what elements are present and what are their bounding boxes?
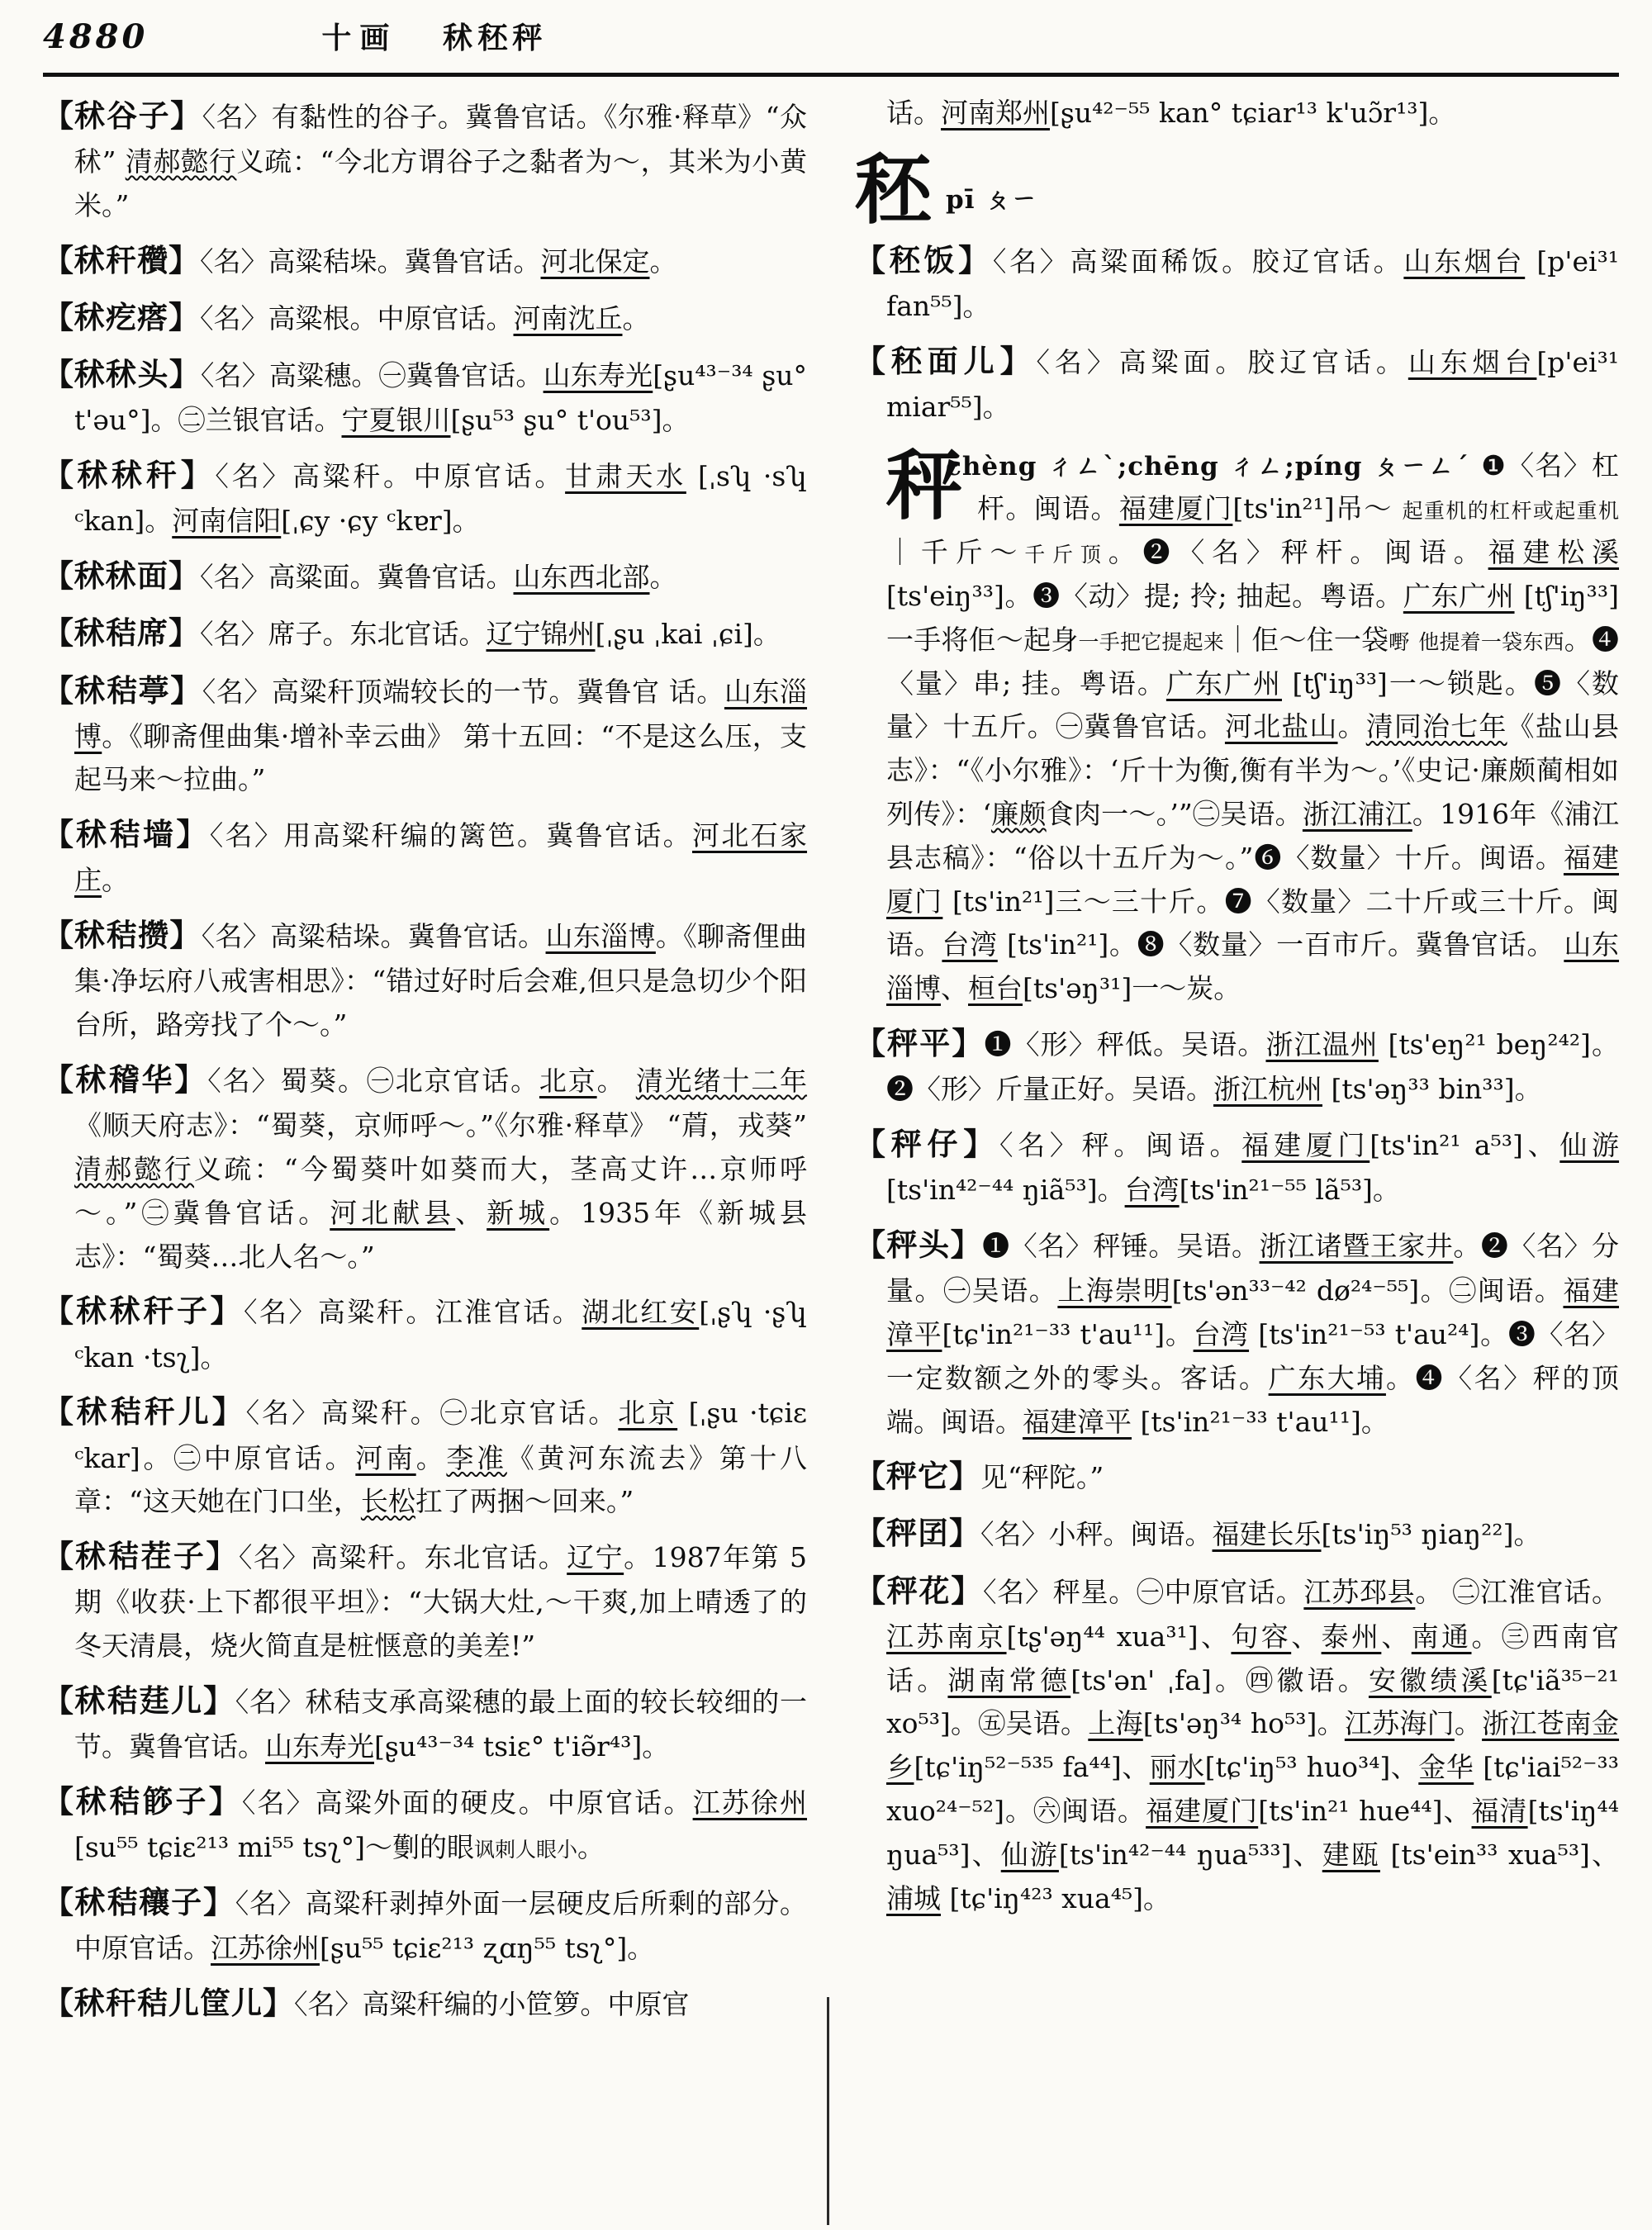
entry-秫秸席 bbox=[43, 609, 807, 657]
inline-gloss: 他提着一袋东西 bbox=[1418, 629, 1564, 654]
headword: 【 秫秸莛儿 】 bbox=[43, 1682, 235, 1719]
definition-text: 。 bbox=[1337, 710, 1366, 743]
place-name: 山东西北部 bbox=[513, 561, 650, 594]
definition-text: 〈名〉高粱秆剥掉外面一层硬皮后所剩的部分。中原官话。 bbox=[74, 1886, 808, 1965]
place-name: 福建厦门 bbox=[1241, 1128, 1370, 1161]
entry-秫稽华 bbox=[43, 1056, 807, 1279]
definition-text: 。1935年《新城县志》：“蜀葵…北人名～。” bbox=[74, 1196, 808, 1273]
entry-秤头 bbox=[855, 1221, 1619, 1444]
entry-秫秸篎子 bbox=[43, 1777, 807, 1870]
definition-text: 义疏：“今北方谓谷子之黏者为～，其米为小黄米。” bbox=[74, 145, 807, 221]
definition-text bbox=[1410, 624, 1419, 656]
definition-text: [ts'in²¹⁻⁵³ t'au²⁴]。❸〈名〉一定数额之外的零头。客话。 bbox=[886, 1317, 1620, 1394]
headword: 【 秫秫秆子 】 bbox=[43, 1293, 244, 1329]
definition-text: ❶〈名〉杠杆。闽语。 bbox=[977, 448, 1619, 525]
entry-秫秸葶 bbox=[43, 667, 807, 803]
entry-秫秫面 bbox=[43, 552, 807, 600]
place-name: 浙江诸暨王家井 bbox=[1259, 1229, 1454, 1262]
definition-text: [tɕ'iŋ⁵²⁻⁵³⁵ fa⁴⁴]、 bbox=[914, 1751, 1150, 1784]
place-name: 山东淄博 bbox=[545, 920, 656, 953]
entry-秫秆穳 bbox=[43, 236, 807, 285]
headword: 【 秫秸茬子 】 bbox=[43, 1538, 239, 1574]
definition-text: [ˌsʮ ·sʮ ᶜkan]。 bbox=[74, 460, 808, 538]
definition-text: 〈名〉小秤。闽语。 bbox=[980, 1518, 1213, 1551]
pronunciation: pī ㄆㄧ bbox=[946, 184, 1038, 215]
entry-秫秸攒 bbox=[43, 911, 807, 1047]
place-name: 湖北红安 bbox=[582, 1296, 700, 1329]
entry-秤平 bbox=[855, 1019, 1619, 1112]
entry-秫秆秸儿筐儿 bbox=[43, 1979, 807, 2028]
stroke-count-label: 十画 bbox=[321, 21, 398, 55]
place-name: 江苏徐州 bbox=[692, 1786, 808, 1819]
place-name: 广东广州 bbox=[1403, 579, 1515, 612]
place-name: 福建漳平 bbox=[1023, 1405, 1132, 1438]
headword: 【 秫秸席 】 bbox=[43, 614, 200, 651]
definition-text: [ts'iŋ⁵³ ŋiaŋ²²]。 bbox=[1321, 1518, 1541, 1551]
place-name: 江苏海门 bbox=[1344, 1707, 1455, 1740]
definition-text: ｜千斤～ bbox=[886, 536, 1025, 569]
place-name: 丽水 bbox=[1149, 1751, 1205, 1784]
definition-text: [tɕ'iŋ⁵³ huo³⁴]、 bbox=[1204, 1751, 1419, 1784]
place-name: 宁夏银川 bbox=[341, 404, 451, 437]
place-name: 河南 bbox=[355, 1441, 416, 1474]
definition-text: [ts'ən' ˌfa]。㊃徽语。 bbox=[1070, 1663, 1369, 1696]
definition-text: 。《聊斋俚曲集·净坛府八戒害相思》：“错过好时后会难,但只是急切少个阳台所，路旁找了个～。” bbox=[74, 920, 808, 1041]
place-name: 广东大埔 bbox=[1268, 1361, 1386, 1394]
definition-text: [ts'in²¹]吊～ bbox=[1232, 492, 1403, 525]
definition-text: ❶〈名〉秤锤。吴语。 bbox=[982, 1229, 1260, 1262]
place-name: 金华 bbox=[1418, 1751, 1474, 1784]
definition-text: 〈名〉高粱秆。江淮官话。 bbox=[243, 1296, 582, 1329]
definition-text: 、 bbox=[455, 1196, 487, 1229]
place-name: 台湾 bbox=[1193, 1317, 1250, 1350]
definition-text: [ts'ein³³ xua⁵³]、 bbox=[1379, 1838, 1620, 1871]
proper-name: 李准 bbox=[446, 1441, 507, 1474]
definition-text: [ˌʂu ˌkai ˌɕi]。 bbox=[595, 618, 781, 651]
section-characters: 秫秠秤 bbox=[443, 21, 548, 55]
definition-text: [tʃ'iŋ³³]一手将佢～起身 bbox=[886, 579, 1620, 656]
head-character: 秠 bbox=[855, 145, 932, 235]
headword: 【 秫秸秆儿 】 bbox=[43, 1393, 246, 1430]
definition-text: 〈名〉高粱秆顶端较长的一节。冀鲁官 话。 bbox=[202, 675, 724, 708]
definition-text: [tɕ'iŋ⁴²³ xua⁴⁵]。 bbox=[941, 1881, 1171, 1914]
place-name: 山东寿光 bbox=[265, 1730, 374, 1763]
place-name: 河北石家庄 bbox=[74, 819, 808, 897]
entry-秠饭 bbox=[855, 236, 1619, 329]
definition-text: 。 bbox=[649, 244, 677, 278]
definition-text: 〈名〉席子。东北官话。 bbox=[200, 618, 487, 651]
entry-秫秸墙 bbox=[43, 810, 807, 903]
definition-text: [ts'in²¹ a⁵³]、 bbox=[1370, 1128, 1560, 1161]
place-name: 河南郑州 bbox=[941, 97, 1050, 129]
definition-text: 、 bbox=[1291, 1620, 1322, 1653]
right-column bbox=[855, 88, 1619, 2036]
entry-秫秸莛儿 bbox=[43, 1677, 807, 1769]
place-name: 南通 bbox=[1411, 1620, 1472, 1653]
headword: 【 秫秫头 】 bbox=[43, 356, 201, 392]
definition-text: 《黄河东流去》第十八章：“这天她在门口坐， bbox=[74, 1441, 808, 1518]
place-name: 福建厦门 bbox=[886, 841, 1619, 918]
place-name: 句容 bbox=[1231, 1620, 1292, 1653]
definition-text: [ts'əŋ³³ bin³³]。 bbox=[1322, 1073, 1542, 1106]
page-header bbox=[43, 15, 1619, 68]
entry-秫秸茬子 bbox=[43, 1532, 807, 1668]
place-name: 台湾 bbox=[1124, 1174, 1180, 1207]
definition-text: 〈名〉高粱穗。㊀冀鲁官话。 bbox=[200, 359, 544, 392]
definition-text: [ʂu⁵⁵ tɕiɛ²¹³ ʐɑŋ⁵⁵ tsʅ°]。 bbox=[320, 1932, 655, 1965]
place-name: 台湾 bbox=[942, 928, 998, 961]
place-name: 山东烟台 bbox=[1403, 244, 1526, 278]
entry-秤它 bbox=[855, 1452, 1619, 1501]
definition-text: 。 ㊁江淮官话。 bbox=[1415, 1575, 1620, 1608]
character-entry-秠 bbox=[855, 145, 1619, 235]
header-rule bbox=[43, 73, 1619, 77]
place-name: 浙江浦江 bbox=[1302, 797, 1412, 830]
place-name: 浙江温州 bbox=[1265, 1027, 1379, 1060]
definition-text: [tɕ'iã³⁵⁻²¹ xo⁵³]。㊄吴语。 bbox=[886, 1663, 1620, 1740]
definition-text: [tɕ'iai⁵²⁻³³ xuo²⁴⁻⁵²]。㊅闽语。 bbox=[886, 1751, 1620, 1828]
definition-text: 〈名〉高粱根。中原官话。 bbox=[200, 301, 514, 334]
place-name: 甘肃天水 bbox=[565, 460, 686, 493]
definition-text: [ʂu⁵³ ʂu° t'ou⁵³]。 bbox=[450, 404, 690, 437]
entry-秫谷子 bbox=[43, 92, 807, 228]
definition-text: 。 bbox=[596, 1065, 636, 1098]
definition-text: 义疏：“今蜀葵叶如葵而大，茎高丈许…京师呼～。”㊁冀鲁官话。 bbox=[74, 1153, 808, 1229]
entry-秫秫头 bbox=[43, 350, 807, 443]
two-column-body bbox=[43, 88, 1619, 2036]
place-name: 北京 bbox=[618, 1397, 678, 1430]
headword: 【 秫秸墙 】 bbox=[43, 816, 210, 852]
place-name: 仙游 bbox=[1000, 1838, 1059, 1871]
place-name: 安徽绩溪 bbox=[1368, 1663, 1492, 1696]
definition-text: [ts'iŋ⁴⁴ ŋua⁵³]、 bbox=[886, 1795, 1619, 1871]
headword: 【 秤平 】 bbox=[855, 1025, 984, 1061]
place-name: 湖南常德 bbox=[947, 1663, 1071, 1696]
definition-text: 〈名〉秫秸支承高粱穗的最上面的较长较细的一节。冀鲁官话。 bbox=[74, 1685, 808, 1763]
definition-text: 〈名〉高粱秸垛。冀鲁官话。 bbox=[200, 244, 541, 278]
definition-text: 〈名〉高粱秆编的小笸箩。中原官 bbox=[294, 1987, 690, 2020]
inline-gloss: 嘢 bbox=[1389, 629, 1410, 654]
inline-gloss: 起重机的杠杆或起重机 bbox=[1402, 499, 1620, 524]
headword: 【 秫秫秆 】 bbox=[43, 457, 215, 493]
definition-text: 。1987年第 5 期《收获·上下都很平坦》：“大锅大灶,～干爽,加上晴透了的冬天清晨，烧火简直是桩惬意的美差!” bbox=[74, 1541, 808, 1663]
definition-text: 。 bbox=[577, 1831, 605, 1864]
place-name: 福建长乐 bbox=[1212, 1518, 1322, 1551]
entry-秤囝 bbox=[855, 1509, 1619, 1558]
definition-text: 〈名〉蜀葵。㊀北京官话。 bbox=[207, 1065, 539, 1098]
definition-text: [ts'in⁴²⁻⁴⁴ ŋiã⁵³]。 bbox=[886, 1174, 1125, 1207]
headword: 【 秫稽华 】 bbox=[43, 1061, 207, 1098]
headword: 【 秫疙瘩 】 bbox=[43, 299, 200, 335]
entry-秫秸穰子 bbox=[43, 1878, 807, 1971]
place-name: 辽宁 bbox=[567, 1541, 624, 1574]
proper-name: 廉颇 bbox=[990, 797, 1047, 830]
definition-text: 〈名〉用高粱秆编的篱笆。冀鲁官话。 bbox=[209, 819, 692, 852]
headword: 【 秤仔 】 bbox=[855, 1126, 999, 1162]
definition-text: 《盐山县志》：“《小尔雅》：‘斤十为衡,衡有半为～。’《史记·廉颇蔺相如列传》：‘ bbox=[886, 710, 1620, 830]
entry-秫秫秆 bbox=[43, 451, 807, 543]
definition-text: [tʃ'iŋ³³]一～锁匙。❺〈数量〉十五斤。㊀冀鲁官话。 bbox=[886, 667, 1620, 743]
definition-text: 见“秤陀。” bbox=[980, 1461, 1104, 1494]
entry-秠面儿 bbox=[855, 337, 1619, 429]
headword: 【 秠面儿 】 bbox=[855, 343, 1037, 379]
definition-text: 。《聊斋俚曲集·增补幸云曲》 第十五回：“不是这么压，支起马来～拉曲。” bbox=[74, 719, 807, 796]
definition-text: 〈名〉高粱秸垛。冀鲁官话。 bbox=[201, 920, 546, 953]
place-name: 山东淄博 bbox=[74, 675, 808, 752]
definition-text: [p'ei³¹ miar⁵⁵]。 bbox=[886, 345, 1620, 423]
inline-gloss: 一手把它提起来 bbox=[1078, 629, 1225, 654]
entry-秫秸秆儿 bbox=[43, 1388, 807, 1524]
proper-name: 清郝懿行 bbox=[74, 1153, 195, 1186]
definition-text: [su⁵⁵ tɕiɛ²¹³ mi⁵⁵ tsʅ°]～劐的眼 bbox=[74, 1831, 475, 1864]
definition-text: 、 bbox=[941, 972, 968, 1005]
definition-text: [ts'in²¹⁻⁵⁵ lã⁵³]。 bbox=[1179, 1174, 1400, 1207]
definition-text: [ʂu⁴³⁻³⁴ ʂu° t'əu°]。㊁兰银官话。 bbox=[74, 359, 808, 437]
definition-text: [ʂu⁴²⁻⁵⁵ kan° tɕiar¹³ k'uɔ̃r¹³]。 bbox=[1050, 97, 1456, 129]
definition-text: 〈名〉秤。闽语。 bbox=[999, 1128, 1242, 1161]
definition-text: [ts'eiŋ³³]。❸〈动〉提; 拎; 抽起。粤语。 bbox=[886, 579, 1403, 612]
headword: 【 秫秸穰子 】 bbox=[43, 1884, 235, 1920]
definition-text: 〈名〉秤星。㊀中原官话。 bbox=[982, 1575, 1304, 1608]
definition-text: [ts'əŋ³¹]一～炭。 bbox=[1023, 972, 1241, 1005]
entry-秤花 bbox=[855, 1567, 1619, 1921]
place-name: 浙江杭州 bbox=[1213, 1073, 1322, 1106]
definition-text: [tɕ'in²¹⁻³³ t'au¹¹]。 bbox=[942, 1317, 1194, 1350]
definition-text: 。1916年《浦江县志稿》：“俗以十五斤为～。”❻〈数量〉十斤。闽语。 bbox=[886, 797, 1620, 874]
definition-text: [ts'in²¹]三～三十斤。❼〈数量〉二十斤或三十斤。闽语。 bbox=[886, 885, 1619, 961]
definition-text: [tʂ'əŋ⁴⁴ xua³¹]、 bbox=[1006, 1620, 1232, 1653]
place-name: 江苏邳县 bbox=[1303, 1575, 1416, 1608]
definition-text: [ˌɕy ·ɕy ᶜkɐr]。 bbox=[281, 505, 480, 538]
place-name: 北京 bbox=[539, 1065, 597, 1098]
place-name: 江苏徐州 bbox=[211, 1932, 320, 1965]
place-name: 山东烟台 bbox=[1408, 345, 1537, 378]
definition-text: [ts'eŋ²¹ beŋ²⁴²]。❷〈形〉斤量正好。吴语。 bbox=[886, 1027, 1620, 1106]
place-name: 辽宁锦州 bbox=[486, 618, 596, 651]
left-column bbox=[43, 88, 807, 2036]
place-name: 河北保定 bbox=[540, 244, 650, 278]
pronunciation: chèng ㄔㄥˋ;chēng ㄔㄥ;píng ㄆㄧㄥˊ bbox=[946, 451, 1482, 482]
place-name: 上海崇明 bbox=[1057, 1274, 1172, 1307]
definition-text: 。 bbox=[649, 561, 677, 594]
place-name: 泰州 bbox=[1321, 1620, 1382, 1653]
place-name: 福建厦门 bbox=[1146, 1795, 1259, 1828]
place-name: 福建松溪 bbox=[1488, 536, 1620, 569]
place-name: 河南沈丘 bbox=[513, 301, 623, 334]
definition-text: [ts'ən³³⁻⁴² dø²⁴⁻⁵⁵]。㊁闽语。 bbox=[1171, 1274, 1564, 1307]
proper-name: 清同治七年 bbox=[1365, 710, 1507, 743]
definition-text: ❶〈形〉秤低。吴语。 bbox=[984, 1027, 1266, 1060]
proper-name: 清郝懿行 bbox=[125, 145, 237, 178]
place-name: 福建漳平 bbox=[886, 1274, 1620, 1350]
page-number: 4880 bbox=[43, 17, 149, 56]
definition-text: 。 bbox=[102, 864, 129, 897]
column-divider-rule bbox=[827, 1997, 829, 2225]
headword: 【 秫谷子 】 bbox=[43, 97, 202, 134]
place-name: 建瓯 bbox=[1322, 1838, 1380, 1871]
definition-text: 。 bbox=[415, 1441, 447, 1474]
entry-秫秫秆子 bbox=[43, 1287, 807, 1379]
definition-text: 。❷〈名〉分量。㊀吴语。 bbox=[886, 1229, 1620, 1307]
headword: 【 秫秫面 】 bbox=[43, 558, 200, 594]
place-name: 桓台 bbox=[968, 972, 1023, 1005]
entry-秤仔 bbox=[855, 1120, 1619, 1212]
definition-text: 《顺天府志》：“蜀葵，京师呼～。”《尔雅·释草》 “菺，戎葵” bbox=[74, 1109, 807, 1142]
definition-text: 〈名〉高粱面稀饭。胶辽官话。 bbox=[992, 244, 1404, 278]
definition-text: 。 bbox=[622, 301, 650, 334]
place-name: 仙游 bbox=[1559, 1128, 1620, 1161]
definition-text: 〈名〉有黏性的谷子。冀鲁官话。《尔雅·释草》“众秫” bbox=[74, 101, 808, 178]
headword: 【 秠饭 】 bbox=[855, 242, 993, 278]
definition-text: 〈名〉高粱秆。东北官话。 bbox=[238, 1541, 567, 1574]
place-name: 河北盐山 bbox=[1224, 710, 1338, 743]
place-name: 新城 bbox=[487, 1196, 550, 1229]
place-name: 浦城 bbox=[886, 1881, 941, 1914]
headword: 【 秫秸攒 】 bbox=[43, 917, 202, 953]
entry-秫疙瘩 bbox=[43, 293, 807, 342]
definition-text: [ts'in²¹]。❽〈数量〉一百市斤。冀鲁官话。 bbox=[997, 928, 1564, 961]
definition-text: [ts'in⁴²⁻⁴⁴ ŋua⁵³³]、 bbox=[1058, 1838, 1322, 1871]
definition-text: 。❷〈名〉秤杆。闽语。 bbox=[1108, 536, 1488, 569]
definition-text: 〈名〉高粱外面的硬皮。中原官话。 bbox=[241, 1786, 693, 1819]
definition-text: 〈名〉高粱面。胶辽官话。 bbox=[1036, 345, 1408, 378]
place-name: 河北献县 bbox=[330, 1196, 456, 1229]
proper-name: 清光绪十二年 bbox=[635, 1065, 808, 1098]
place-name: 河南信阳 bbox=[172, 505, 282, 538]
proper-name: 长松 bbox=[360, 1485, 415, 1518]
definition-text: 话。 bbox=[886, 97, 941, 129]
definition-text: [ˌʂu ·tɕiɛ ᶜkar]。㊁中原官话。 bbox=[74, 1397, 808, 1474]
place-name: 山东寿光 bbox=[543, 359, 653, 392]
definition-text: 、 bbox=[1381, 1620, 1412, 1653]
definition-text: 。 bbox=[1454, 1707, 1483, 1740]
definition-text: [ts'in²¹ hue⁴⁴]、 bbox=[1258, 1795, 1472, 1828]
headword: 【 秫秸葶 】 bbox=[43, 672, 202, 709]
character-entry-秤 bbox=[855, 440, 1620, 1011]
headword: 【 秤囝 】 bbox=[855, 1515, 980, 1551]
definition-text: 扛了两捆～回来。” bbox=[415, 1485, 634, 1518]
definition-text: [p'ei³¹ fan⁵⁵]。 bbox=[886, 244, 1620, 322]
definition-text: ｜佢～住一袋 bbox=[1224, 623, 1389, 656]
place-name: 上海 bbox=[1088, 1707, 1143, 1740]
definition-text: 。㊂西南官话。 bbox=[886, 1620, 1620, 1696]
place-name: 江苏南京 bbox=[886, 1620, 1007, 1653]
headword: 【 秤头 】 bbox=[855, 1226, 982, 1263]
inline-gloss: 讽刺人眼小 bbox=[474, 1838, 578, 1862]
place-name: 福建厦门 bbox=[1118, 492, 1233, 525]
headword: 【 秫秸篎子 】 bbox=[43, 1783, 242, 1820]
headword: 【 秫秆穳 】 bbox=[43, 242, 200, 278]
headword: 【 秫秆秸儿筐儿 】 bbox=[43, 1985, 294, 2021]
headword: 【 秤它 】 bbox=[855, 1458, 980, 1494]
place-name: 山东淄博 bbox=[886, 928, 1620, 1005]
head-character: 秤 bbox=[886, 440, 963, 530]
inline-gloss: 千斤顶 bbox=[1024, 543, 1108, 567]
definition-text: 食肉一～。’”㊁吴语。 bbox=[1046, 797, 1303, 830]
place-name: 广东广州 bbox=[1165, 667, 1282, 700]
place-name: 浙江苍南金乡 bbox=[886, 1707, 1620, 1784]
definition-text: 。❹〈量〉串; 挂。粤语。 bbox=[886, 623, 1619, 700]
headword: 【 秤花 】 bbox=[855, 1573, 983, 1609]
definition-text: [ʂu⁴³⁻³⁴ tsiɛ° t'iə̃r⁴³]。 bbox=[374, 1730, 670, 1763]
definition-text: 〈名〉高粱面。冀鲁官话。 bbox=[200, 561, 514, 594]
definition-text: [ts'əŋ³⁴ ho⁵³]。 bbox=[1142, 1707, 1345, 1740]
definition-text: 。❹〈名〉秤的顶端。闽语。 bbox=[886, 1361, 1620, 1438]
definition-text: 〈名〉高粱秆。㊀北京官话。 bbox=[245, 1397, 619, 1430]
definition-text: [ts'in²¹⁻³³ t'au¹¹]。 bbox=[1132, 1405, 1389, 1438]
entry-continuation bbox=[855, 92, 1619, 135]
definition-text: [ˌʂʮ ·ʂʮ ᶜkan ·tsʅ]。 bbox=[74, 1296, 808, 1374]
place-name: 福清 bbox=[1471, 1795, 1528, 1828]
definition-text: 〈名〉高粱秆。中原官话。 bbox=[215, 460, 566, 493]
